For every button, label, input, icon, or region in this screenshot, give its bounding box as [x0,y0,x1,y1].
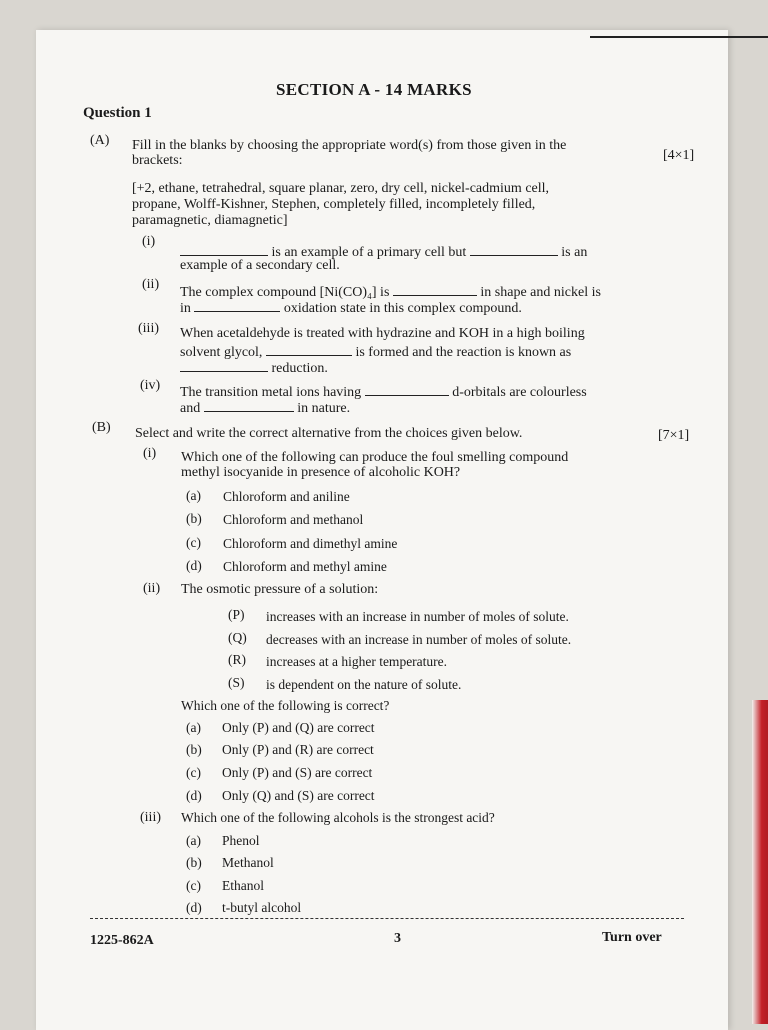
partA-item-num: (i) [142,234,156,249]
option-text[interactable]: Chloroform and aniline [223,489,350,504]
option-key: (d) [186,788,202,803]
partA-options-2: propane, Wolff-Kishner, Stephen, completely filled, incompletely filled, [132,197,536,212]
partB-q3-num: (iii) [140,810,161,825]
partA-instruction-2: brackets: [132,153,183,168]
option-key: (b) [186,511,202,526]
statement-text: increases at a higher temperature. [266,654,448,669]
option-key: (a) [186,488,201,503]
partA-options-3: paramagnetic, diamagnetic] [132,213,288,228]
partA-item-num: (iv) [140,378,161,393]
statement-text: increases with an increase in number of moles of solute. [266,609,569,624]
partA-item-1-line2: example of a secondary cell. [180,258,340,273]
partB-q2-stem: The osmotic pressure of a solution: [181,582,379,597]
option-key: (d) [186,900,202,915]
option-text[interactable]: Only (Q) and (S) are correct [222,788,375,803]
footer-code: 1225-862A [90,933,154,948]
partB-q3-stem: Which one of the following alcohols is the strongest acid? [181,810,495,825]
top-rule [590,36,768,38]
partB-q1-num: (i) [143,446,157,461]
option-key: (b) [186,742,202,757]
statement-key: (R) [228,652,246,667]
statement-text: decreases with an increase in number of moles of solute. [266,632,572,647]
option-key: (a) [186,833,201,848]
answer-blank[interactable] [393,283,477,296]
option-text[interactable]: Only (P) and (S) are correct [222,765,373,780]
answer-blank[interactable] [470,243,558,256]
partA-item-2-line2: in oxidation state in this complex compound. [180,301,522,316]
partB-q2-ask: Which one of the following is correct? [181,698,390,713]
option-text[interactable]: Chloroform and dimethyl amine [223,536,398,551]
partA-item-3-line3: reduction. [180,359,328,377]
partB-q1-line1: Which one of the following can produce the foul smelling compound [181,450,569,465]
partB-q1-line2: methyl isocyanide in presence of alcoholic KOH? [181,465,461,480]
red-edge [752,700,768,1024]
statement-text: is dependent on the nature of solute. [266,677,462,692]
option-text[interactable]: Phenol [222,833,260,848]
section-title: SECTION A - 14 MARKS [276,80,472,99]
option-text[interactable]: Only (P) and (Q) are correct [222,720,375,735]
partA-item-1-line1: is an example of a primary cell but is an [180,243,587,261]
partB-marks: [7×1] [658,428,690,443]
question-label: Question 1 [83,105,152,121]
answer-blank[interactable] [180,359,268,372]
partA-instruction-1: Fill in the blanks by choosing the appropriate word(s) from those given in the [132,138,567,153]
footer-divider [90,918,684,919]
paper-sheet [36,30,728,1030]
partA-item-num: (iii) [138,321,159,336]
partA-item-3-line2: solvent glycol, is formed and the reaction is known as [180,345,572,360]
statement-key: (P) [228,607,245,622]
answer-blank[interactable] [266,343,352,356]
option-key: (c) [186,535,201,550]
option-text[interactable]: t-butyl alcohol [222,900,302,915]
option-text[interactable]: Ethanol [222,878,264,893]
partA-item-4-line2: and in nature. [180,401,351,416]
option-key: (c) [186,878,201,893]
partA-item-3-line1: When acetaldehyde is treated with hydrazine and KOH in a high boiling [180,326,585,341]
option-key: (d) [186,558,202,573]
answer-blank[interactable] [204,399,294,412]
answer-blank[interactable] [180,243,268,256]
partA-marks: [4×1] [663,148,695,163]
partB-q2-num: (ii) [143,581,161,596]
option-text[interactable]: Chloroform and methanol [223,512,364,527]
partB-instruction: Select and write the correct alternative from the choices given below. [135,426,523,441]
footer-page-number: 3 [394,931,401,946]
option-text[interactable]: Chloroform and methyl amine [223,559,387,574]
partA-item-4-line1: The transition metal ions having d-orbitals are colourless [180,385,587,400]
partA-item-num: (ii) [142,277,160,292]
option-text[interactable]: Methanol [222,855,274,870]
option-key: (b) [186,855,202,870]
statement-key: (Q) [228,630,247,645]
footer-turn-over: Turn over [602,930,662,945]
answer-blank[interactable] [365,383,449,396]
option-text[interactable]: Only (P) and (R) are correct [222,742,374,757]
option-key: (c) [186,765,201,780]
partA-item-2-line1: The complex compound [Ni(CO)₄] is in shape and nickel is [180,285,601,300]
partA-options-1: [+2, ethane, tetrahedral, square planar, zero, dry cell, nickel-cadmium cell, [132,181,550,196]
option-key: (a) [186,720,201,735]
partA-label: (A) [90,133,110,148]
answer-blank[interactable] [194,299,280,312]
partB-label: (B) [92,420,111,435]
statement-key: (S) [228,675,245,690]
